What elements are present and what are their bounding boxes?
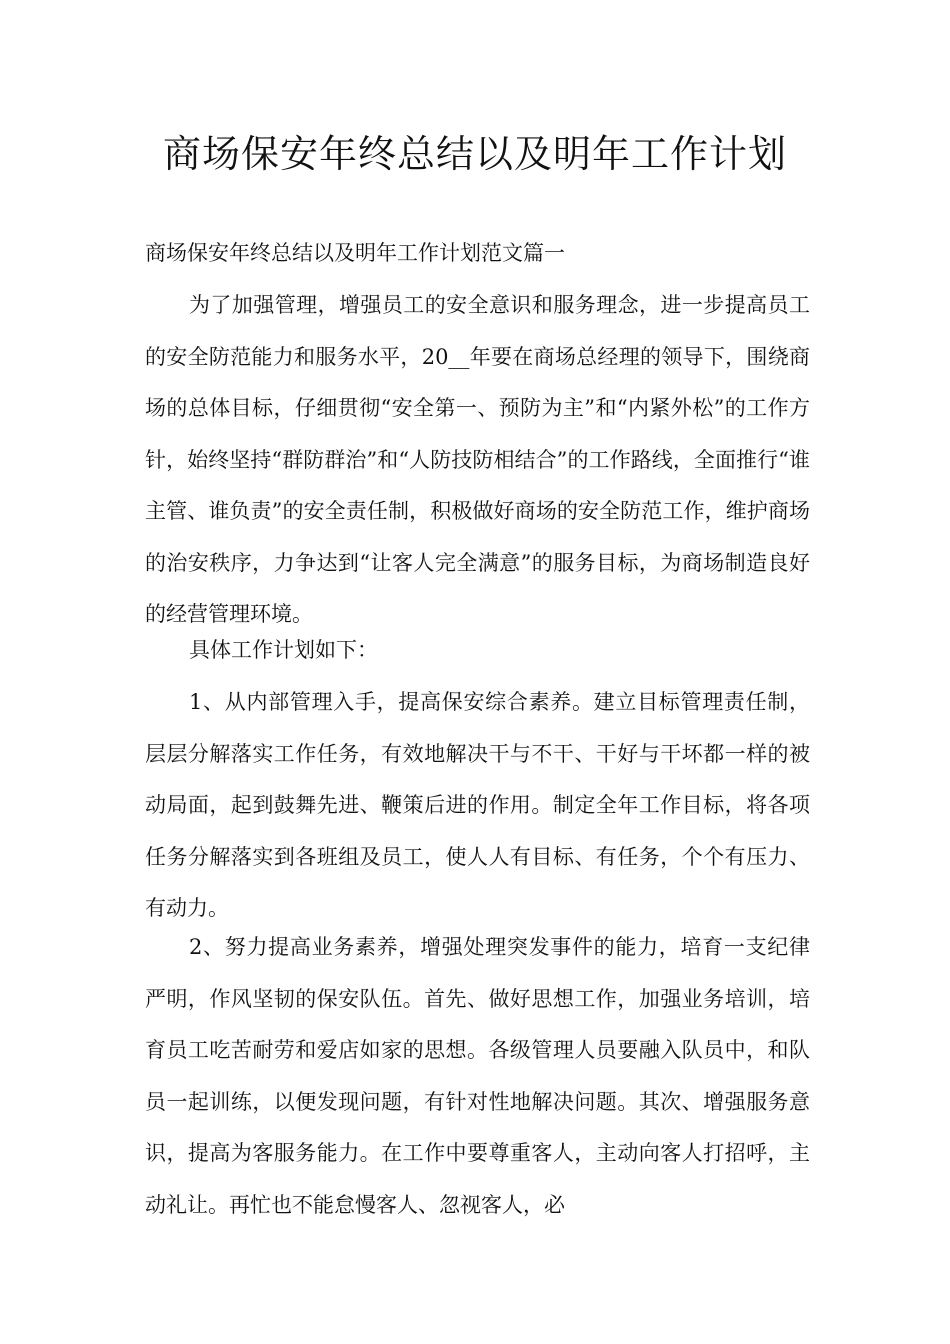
paragraph-plan-heading: 具体工作计划如下： [189, 638, 378, 662]
paragraph-item-2: 2、努力提高业务素养，增强处理突发事件的能力，培育一支纪律严明，作风坚韧的保安队伍。首先、做好思想工作，加强业务培训，培育员工吃苦耐劳和爱店如家的思想。各级管理人员要融入队员中，和队员一起训练，以便发现问题，有针对性地解决问题。其次、增强服务意识，提高为客服务能力。在工作中要尊重客人，主动向客人打招呼，主动礼让。再忙也不能怠慢客人、忽视客人，必 [145, 935, 810, 1217]
paragraph-item-1: 1、从内部管理入手，提高保安综合素养。建立目标管理责任制，层层分解落实工作任务，有效地解决干与不干、干好与干坏都一样的被动局面，起到鼓舞先进、鞭策后进的作用。制定全年工作目标，将各项任务分解落实到各班组及员工，使人人有目标、有任务，个个有压力、有动力。 [145, 690, 810, 920]
document-subtitle: 商场保安年终总结以及明年工作计划范文篇一 [145, 241, 565, 265]
paragraph-intro: 为了加强管理，增强员工的安全意识和服务理念，进一步提高员工的安全防范能力和服务水平，20__年要在商场总经理的领导下，围绕商场的总体目标，仔细贯彻“安全第一、预防为主”和“内紧外松”的工作方针，始终坚持“群防群治”和“人防技防相结合”的工作路线，全面推行“谁主管、谁负责”的安全责任制，积极做好商场的安全防范工作，维护商场的治安秩序，力争达到“让客人完全满意”的服务目标，为商场制造良好的经营管理环境。 [145, 293, 810, 626]
document-title: 商场保安年终总结以及明年工作计划 [162, 132, 787, 176]
